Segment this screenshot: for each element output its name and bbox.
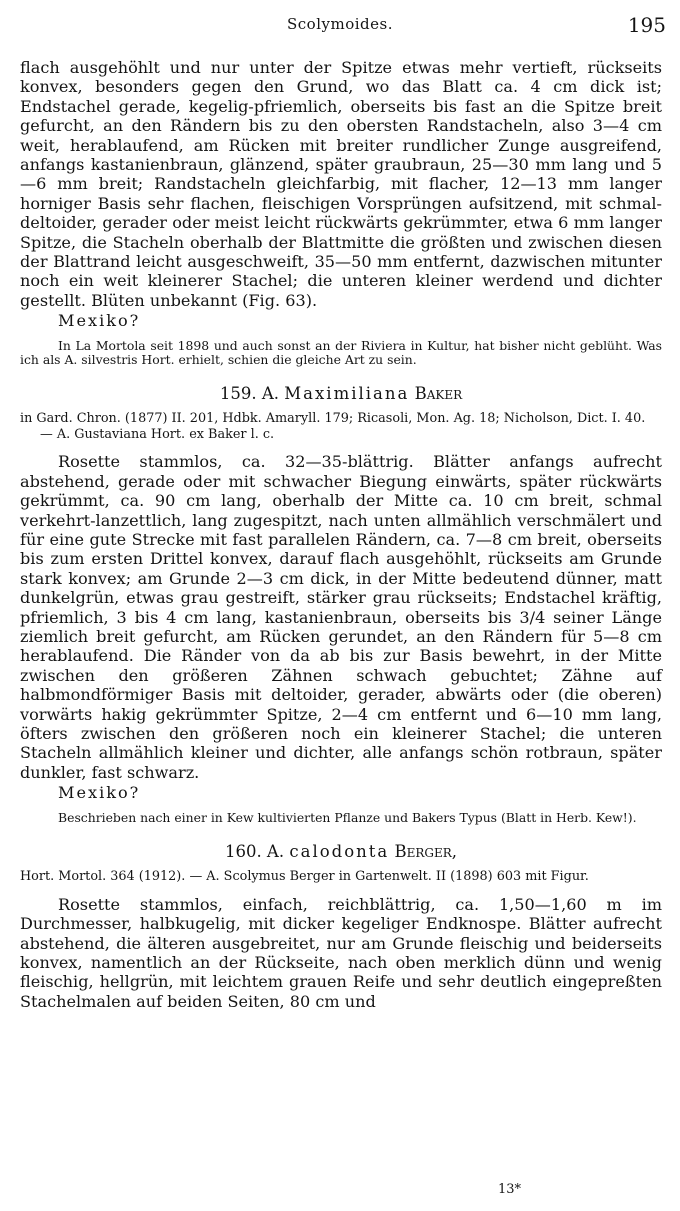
- species-159-citation: in Gard. Chron. (1877) II. 201, Hdbk. Amaryll. 179; Ricasoli, Mon. Ag. 18; Nicholson, Dict. I. 40. — A. Gustaviana Hort. ex Baker l. c.: [20, 411, 646, 442]
- species-159-heading: [20, 383, 662, 405]
- running-title: Scolymoides.: [287, 15, 393, 33]
- species-160-description: Rosette stammlos, einfach, reichblättrig, ca. 1,50—1,60 m im Durchmesser, halbkugelig, mit dicker kegeliger Endknospe. Blätter aufrecht abstehend, die älteren ausgebreitet, nur am Grunde fleischig und beiderseits konvex, namentlich an der Rückseite, nach oben merklich dünn und wenig fleischig, hellgrün, mit leichtem grauen Reife und sehr deutlich eingepreßten Stachelmalen auf beiden Seiten, 80 cm und: [20, 894, 662, 1011]
- note-kew: Beschrieben nach einer in Kew kultivierten Pflanze und Bakers Typus (Blatt in Herb. Kew!).: [58, 810, 637, 826]
- species-159-name: Maximiliana: [284, 384, 410, 404]
- signature-mark: 13*: [498, 1182, 522, 1197]
- species-160-citation: Hort. Mortol. 364 (1912). — A. Scolymus Berger in Gartenwelt. II (1898) 603 mit Figur.: [20, 869, 589, 885]
- note-la-mortola: In La Mortola seit 1898 und auch sonst an der Riviera in Kultur, hat bisher nicht geblüht. Was ich als A. silvestris Hort. erhielt, schien die gleiche Art zu sein.: [20, 338, 662, 368]
- species-159-author: Baker: [414, 384, 463, 404]
- species-160-heading: [20, 841, 662, 863]
- country-mexiko-2: Mexiko?: [58, 783, 141, 803]
- species-159-number: 159. A.: [219, 384, 279, 404]
- country-mexiko-1: Mexiko?: [58, 311, 141, 331]
- species-159-description: Rosette stammlos, ca. 32—35-blättrig. Blätter anfangs aufrecht abstehend, gerade oder mit schwacher Biegung einwärts, später rückwärts gekrümmt, ca. 90 cm lang, oberhalb der Mitte ca. 10 cm breit, schmal verkehrt-lanzettlich, lang zugespitzt, nach unten allmählich verschmälert und für eine gute Strecke mit fast parallelen Rändern, ca. 7—8 cm breit, oberseits bis zum ersten Drittel konvex, darauf flach ausgehöhlt, rückseits am Grunde stark konvex; am Grunde 2—3 cm dick, in der Mitte bedeutend dünner, matt dunkelgrün, etwas grau gestreift, stärker grau rückseits; Endstachel kräftig, pfriemlich, 3 bis 4 cm lang, kastanienbraun, oberseits bis 3/4 seiner Länge ziemlich breit gefurcht, am Rücken gerundet, an den Rändern für 5—8 cm herablaufend. Die Ränder von da ab bis zur Basis bewehrt, in der Mitte zwischen den größeren Zähnen schwach gebuchtet; Zähne auf halbmondförmiger Basis mit deltoider, gerader, abwärts oder (die oberen) vorwärts hakig gekrümmter Spitze, 2—4 cm entfernt und 6—10 mm lang, öfters zwischen den größeren noch ein kleinerer Stachel; die unteren Stacheln allmählich kleiner und dichter, alle anfangs schön rotbraun, später dunkler, fast schwarz.: [20, 452, 662, 782]
- species-160-name: calodonta: [289, 842, 390, 862]
- page-content: [20, 58, 662, 1011]
- continued-paragraph: flach ausgehöhlt und nur unter der Spitze etwas mehr vertieft, rückseits konvex, besonders gegen den Grund, wo das Blatt ca. 4 cm dick ist; Endstachel gerade, kegelig-pfriemlich, oberseits bis fast an die Spitze breit gefurcht, an den Rändern bis zu den obersten Randstacheln, also 3—4 cm weit, herablaufend, am Rücken mit breiter rundlicher Zunge ausgreifend, anfangs kastanienbraun, glänzend, später graubraun, 25—30 mm lang und 5—6 mm breit; Randstacheln gleichfarbig, mit flacher, 12—13 mm langer horniger Basis sehr flachen, fleischigen Vorsprüngen aufsitzend, mit schmal-deltoider, gerader oder meist leicht rückwärts gekrümmter, etwa 6 mm langer Spitze, die Stacheln oberhalb der Blattmitte die größten und zwischen diesen der Blattrand leicht ausgeschweift, 35—50 mm entfernt, dazwischen mitunter noch ein weit kleinerer Stachel; die unteren kleiner werdend und dichter gestellt. Blüten unbekannt (Fig. 63).: [20, 58, 662, 310]
- species-160-number: 160. A.: [224, 842, 285, 862]
- species-160-author: Berger,: [394, 842, 458, 862]
- page-number: 195: [627, 13, 666, 37]
- page-header: [0, 12, 680, 38]
